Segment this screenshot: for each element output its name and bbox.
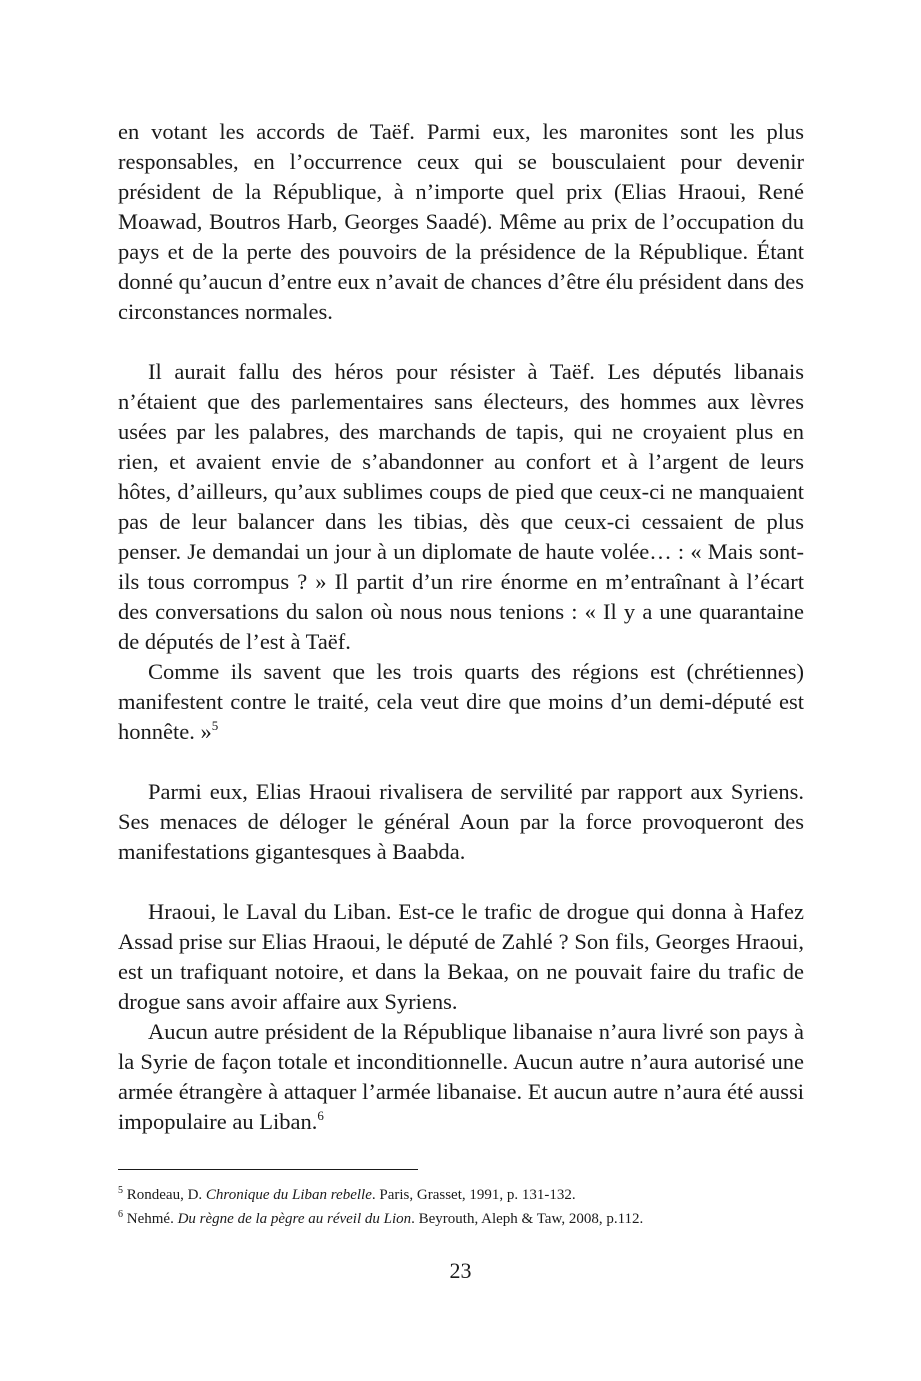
page-number: 23 (449, 1258, 472, 1283)
footnote-separator (118, 1169, 418, 1170)
paragraph-2: Il aurait fallu des héros pour résister à Taëf. Les députés libanais n’étaient que des parlementaires sans électeurs, des hommes aux lèvres usées par les palabres, des marchands de tapis, qui ne croyaient plus en rien, et avaient envie de s’abandonner au confort et à l’argent de leurs hôtes, d’ailleurs, qu’aux sublimes coups de pied que ceux-ci ne manquaient pas de leur balancer dans les tibias, dès que ceux-ci cessaient de plus penser. Je demandai un jour à un diplomate de haute volée… : « Mais sont-ils tous corrompus ? » Il partit d’un rire énorme en m’entraînant à l’écart des conversations du salon où nous nous tenions : « Il y a une quarantaine de députés de l’est à Taëf. (118, 359, 804, 654)
footnote-ref-5[interactable]: 5 (211, 718, 219, 733)
footnotes (118, 1183, 804, 1231)
paragraph-4: Parmi eux, Elias Hraoui rivalisera de servilité par rapport aux Syriens. Ses menaces de déloger le général Aoun par la force provoqueront des manifestations gigantesques à Baabda. (118, 779, 804, 864)
paragraph-5: Hraoui, le Laval du Liban. Est-ce le trafic de drogue qui donna à Hafez Assad prise sur Elias Hraoui, le député de Zahlé ? Son fils, Georges Hraoui, est un trafiquant notoire, et dans la Bekaa, on ne pouvait faire du trafic de drogue sans avoir affaire aux Syriens. (118, 899, 804, 1014)
paragraph-6: Aucun autre président de la République libanaise n’aura livré son pays à la Syrie de façon totale et inconditionnelle. Aucun autre n’aura autorisé une armée étrangère à attaquer l’armée libanaise. Et aucun autre n’aura été aussi impopulaire au Liban.$^6$ (118, 1019, 804, 1134)
paragraph-1: en votant les accords de Taëf. Parmi eux, les maronites sont les plus responsables, en l’occurrence ceux qui se bousculaient pour devenir président de la République, à n’importe quel prix (Elias Hraoui, René Moawad, Boutros Harb, Georges Saadé). Même au prix de l’occupation du pays et de la perte des pouvoirs de la présidence de la République. Étant donné qu’aucun d’entre eux n’avait de chances d’être élu président dans des circonstances normales. (118, 119, 804, 324)
footnote-5: $^5$ Rondeau, D. Chronique du Liban rebelle. Paris, Grasset, 1991, p. 131-132. (118, 1185, 576, 1203)
footnote-ref-6[interactable]: 6 (317, 1108, 324, 1123)
body-text (118, 117, 804, 1137)
paragraph-3: Comme ils savent que les trois quarts des régions est (chrétiennes) manifestent contre le traité, cela veut dire que moins d’un demi-député est honnête. »$^5$ (118, 659, 804, 744)
footnote-6: $^6$ Nehmé. Du règne de la pègre au réveil du Lion. Beyrouth, Aleph & Taw, 2008, p.112. (118, 1209, 644, 1227)
